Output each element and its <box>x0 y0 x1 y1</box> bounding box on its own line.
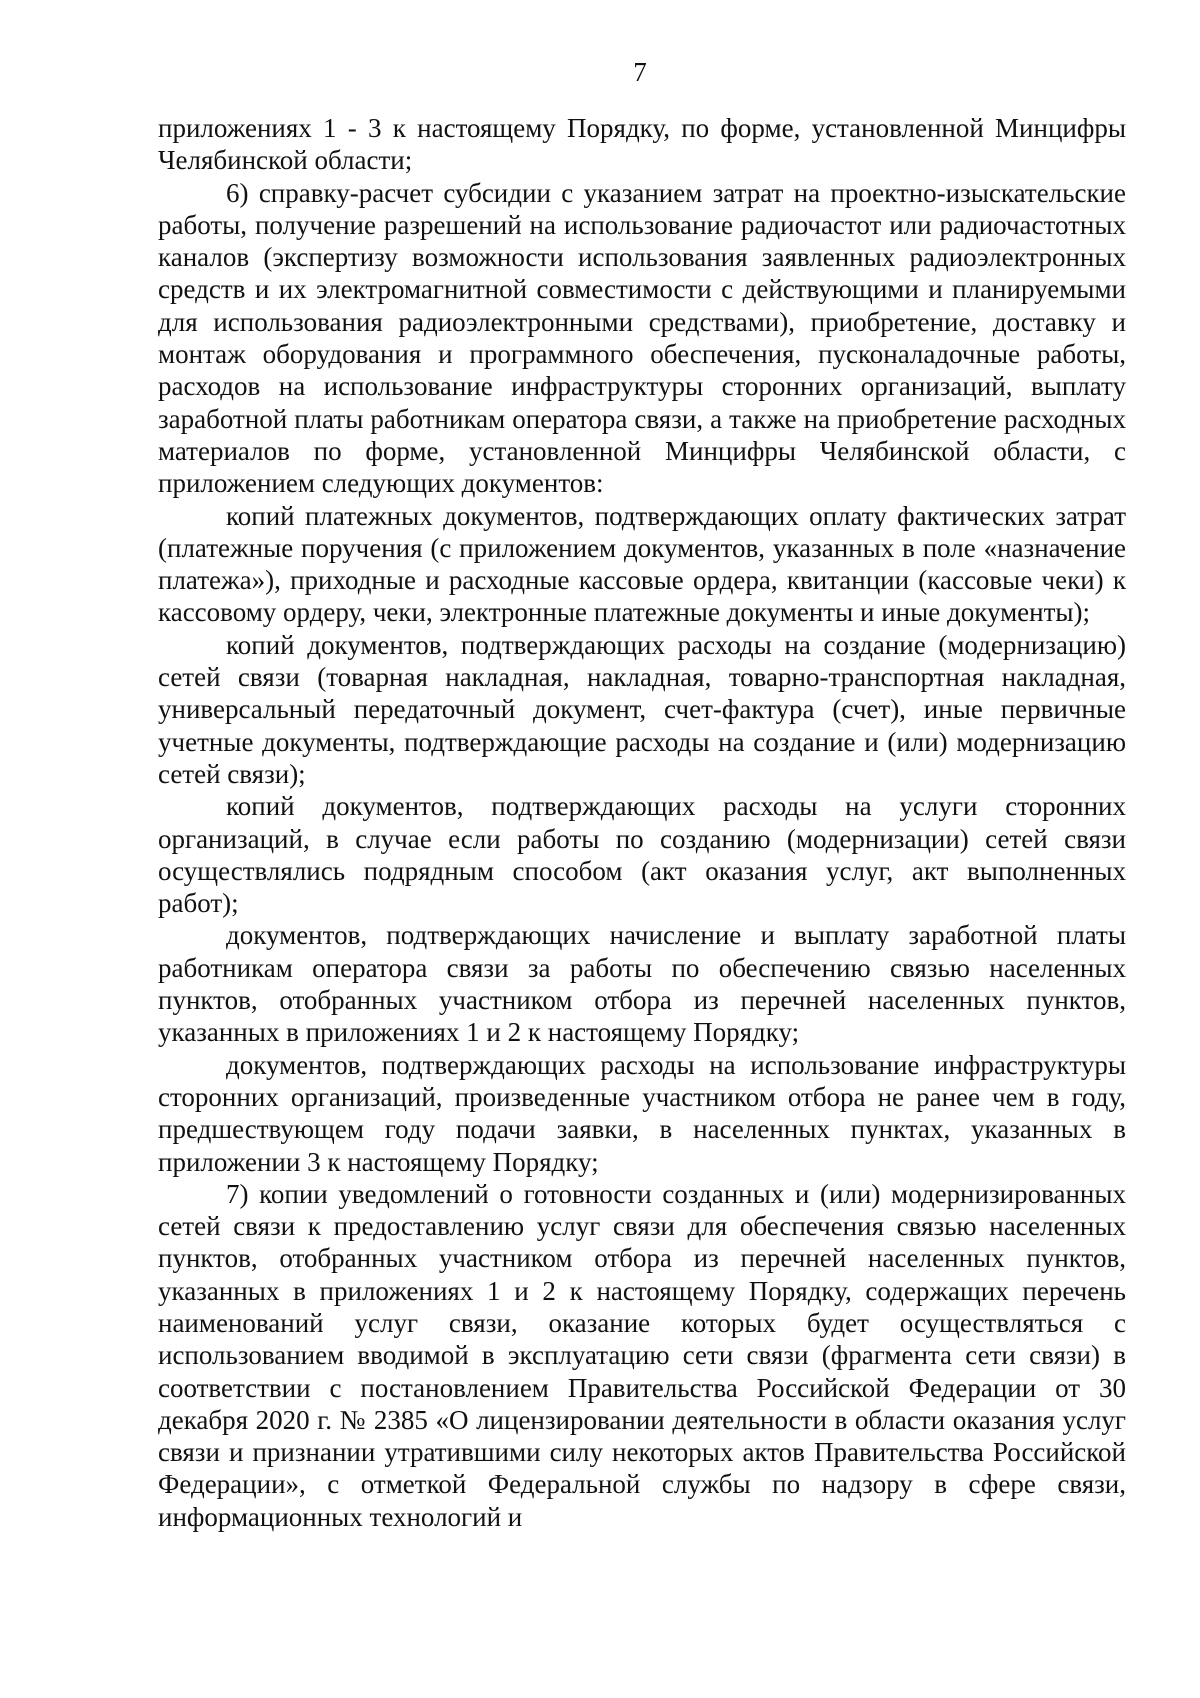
paragraph-continuation: приложениях 1 - 3 к настоящему Порядку, по форме, установленной Минцифры Челябинской области; <box>158 113 1126 176</box>
paragraph-item-6: 6) справку-расчет субсидии с указанием затрат на проектно-изыскательские работы, получение разрешений на использование радиочастот или радиочастотных каналов (экспертизу возможности использования заявленных радиоэлектронных средств и их электромагнитной совместимости с действующими и планируемыми для использования радиоэлектронными средствами), приобретение, доставку и монтаж оборудования и программного обеспечения, пусконаладочные работы, расходов на использование инфраструктуры сторонних организаций, выплату заработной платы работникам оператора связи, а также на приобретение расходных материалов по форме, установленной Минцифры Челябинской области, с приложением следующих документов: <box>158 177 1126 499</box>
paragraph-salary-documents: документов, подтверждающих начисление и выплату заработной платы работникам оператора связи за работы по обеспечению связью населенных пунктов, отобранных участником отбора из перечней населенных пунктов, указанных в приложениях 1 и 2 к настоящему Порядку; <box>158 920 1126 1048</box>
paragraph-network-expense-documents: копий документов, подтверждающих расходы на создание (модернизацию) сетей связи (товарная накладная, накладная, товарно-транспортная накладная, универсальный передаточный документ, счет-фактура (счет), иные первичные учетные документы, подтверждающие расходы на создание и (или) модернизацию сетей связи); <box>158 629 1126 789</box>
document-body <box>158 112 1126 1533</box>
paragraph-infrastructure-documents: документов, подтверждающих расходы на использование инфраструктуры сторонних организаций, произведенные участником отбора не ранее чем в году, предшествующем году подачи заявки, в населенных пунктах, указанных в приложении 3 к настоящему Порядку; <box>158 1049 1126 1177</box>
paragraph-contractor-documents: копий документов, подтверждающих расходы на услуги сторонних организаций, в случае если работы по созданию (модернизации) сетей связи осуществлялись подрядным способом (акт оказания услуг, акт выполненных работ); <box>158 791 1126 919</box>
paragraph-payment-documents: копий платежных документов, подтверждающих оплату фактических затрат (платежные поручения (с приложением документов, указанных в поле «назначение платежа»), приходные и расходные кассовые ордера, квитанции (кассовые чеки) к кассовому ордеру, чеки, электронные платежные документы и иные документы); <box>158 500 1126 628</box>
paragraph-item-7: 7) копии уведомлений о готовности созданных и (или) модернизированных сетей связи к предоставлению услуг связи для обеспечения связью населенных пунктов, отобранных участником отбора из перечней населенных пунктов, указанных в приложениях 1 и 2 к настоящему Порядку, содержащих перечень наименований услуг связи, оказание которых будет осуществляться с использованием вводимой в эксплуатацию сети связи (фрагмента сети связи) в соответствии с постановлением Правительства Российской Федерации от 30 декабря 2020 г. № 2385 «О лицензировании деятельности в области оказания услуг связи и признании утратившими силу некоторых актов Правительства Российской Федерации», с отметкой Федеральной службы по надзору в сфере связи, информационных технологий и <box>158 1178 1126 1532</box>
page-number: 7 <box>633 57 647 87</box>
